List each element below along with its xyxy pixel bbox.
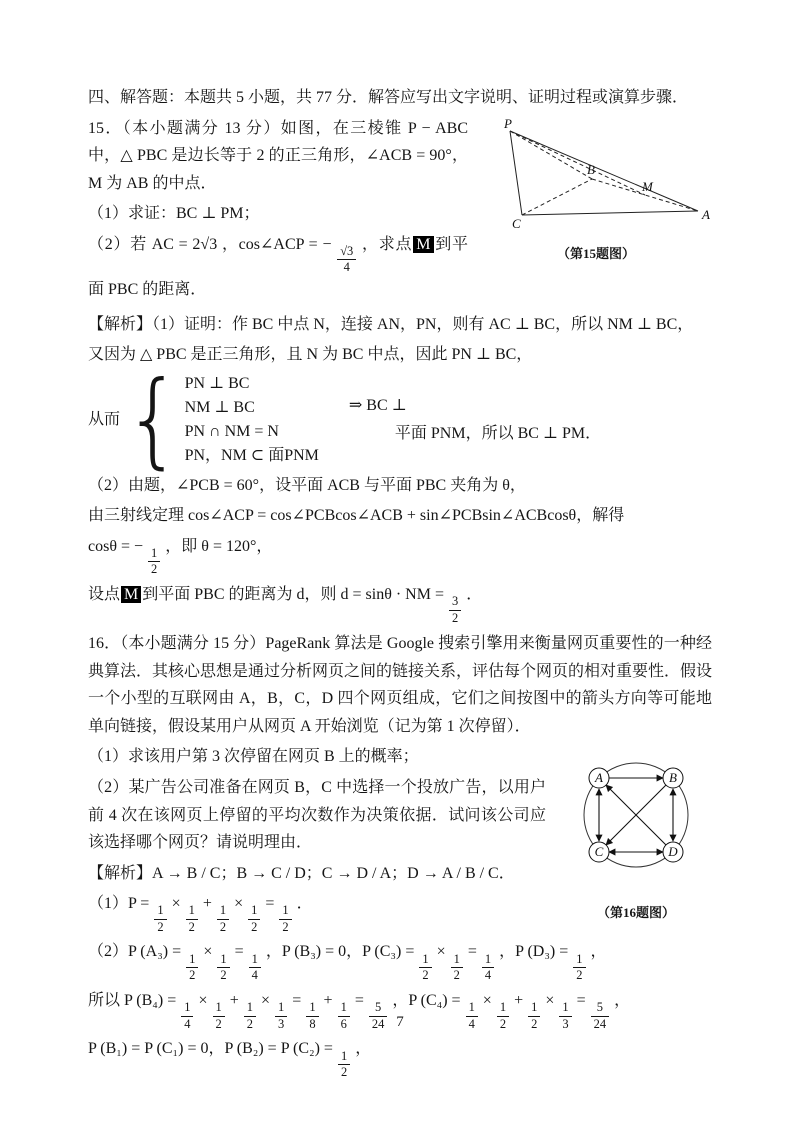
solution-16-line2: （2）P (A₃) = $\frac{1}{2}$ × $\frac{1}{2}$ = $\frac{1}{4}$ ，P (B₃) = 0，P (C₃) = $\frac{1}{2}$ × $\frac{1}{2}$ = $\frac{1}{4}$ ，P (D₃) = $\frac{1}{2}$ ， bbox=[88, 943, 607, 983]
redacted-m-badge: M bbox=[413, 236, 433, 253]
node-label-C: C bbox=[594, 844, 604, 860]
left-brace: { bbox=[124, 359, 183, 479]
node-label-B: B bbox=[669, 770, 677, 786]
solution-15-line6 bbox=[88, 581, 712, 626]
solution-16-line4: P (B₁) = P (C₁) = 0，P (B₂) = P (C₂) = $\frac{1}{2}$ ， bbox=[88, 1040, 372, 1080]
figure-15-diagram bbox=[480, 117, 712, 235]
figure-16 bbox=[560, 743, 712, 921]
solution-15-line6-pre: 设点 bbox=[88, 586, 121, 603]
solution-15-line1: 【解析】（1）证明：作 BC 中点 N，连接 AN，PN，则有 AC ⊥ BC，所以 NM ⊥ BC， bbox=[88, 315, 694, 333]
page-number: 7 bbox=[396, 1014, 404, 1031]
problem-15-q2-text-end: 到平面 PBC 的距离． bbox=[88, 235, 468, 298]
cases-lead-word: 从而 bbox=[88, 410, 121, 428]
problem-15-q2-text: （2）若 AC = 2√3 ，cos∠ACP = − $\frac{√3}{4}$ ，求点 bbox=[88, 235, 413, 275]
figure-16-diagram bbox=[560, 743, 712, 893]
node-label-D: D bbox=[668, 844, 678, 860]
node-label-A: A bbox=[595, 770, 603, 786]
problem-15-q1: （1）求证：BC ⊥ PM； bbox=[88, 205, 260, 223]
case-line: NM ⊥ BC bbox=[184, 398, 255, 416]
solution-15-line5: cosθ = − $\frac{1}{2}$ ，即 θ = 120°， bbox=[88, 537, 273, 577]
solution-16-line3: 所以 P (B₄) = $\frac{1}{4}$ × $\frac{1}{2}$ + $\frac{1}{2}$ × $\frac{1}{3}$ = $\frac{1}{8}$ + $\frac{1}{6}$ = $\frac{5}{24}$ ，P (C₄) = $\frac{1}{4}$ × $\frac{1}{2}$ + $\frac{1}{2}$ × $\frac{1}{3}$ = $\frac{5}{24}$ ， bbox=[88, 991, 631, 1031]
solution-16-links: 【解析】A → B / C；B → C / D；C → D / A；D → A / B / C． bbox=[88, 864, 515, 882]
problem-16-q1: （1）求该用户第 3 次停留在网页 B 上的概率； bbox=[88, 748, 419, 766]
figure-15 bbox=[480, 117, 712, 263]
figure-16-caption: （第16题图） bbox=[596, 905, 675, 920]
solution-15-cases bbox=[88, 359, 712, 479]
point-label-C: C bbox=[512, 215, 521, 231]
point-label-M: M bbox=[642, 178, 653, 194]
solution-15-line3: （2）由题，∠PCB = 60°，设平面 ACB 与平面 PBC 夹角为 θ， bbox=[88, 476, 526, 494]
section-header: 四、解答题：本题共 5 小题，共 77 分．解答应写出文字说明、证明过程或演算步骤． bbox=[88, 89, 689, 106]
solution-15-line2: 又因为 △ PBC 是正三角形，且 N 为 BC 中点，因此 PN ⊥ BC， bbox=[88, 346, 533, 364]
case-line: PN，NM ⊂ 面PNM bbox=[184, 446, 319, 464]
implies-line1: ⇒ BC ⊥ bbox=[348, 397, 407, 415]
point-label-P: P bbox=[504, 116, 512, 131]
solution-15 bbox=[88, 311, 712, 627]
solution-16-line1: （1）P = $\frac{1}{2}$ × $\frac{1}{2}$ + $\frac{1}{2}$ × $\frac{1}{2}$ = $\frac{1}{2}$ ． bbox=[88, 895, 313, 934]
case-line: PN ⊥ BC bbox=[184, 374, 250, 392]
case-line: PN ∩ NM = N bbox=[184, 422, 279, 440]
problem-15 bbox=[88, 115, 712, 307]
solution-15-line6-post: 到平面 PBC 的距离为 d，则 d = sinθ · NM = $\frac{3}{2}$ ． bbox=[142, 586, 483, 625]
point-label-A: A bbox=[702, 206, 710, 222]
problem-15-stem: 15．（本小题满分 13 分）如图，在三棱锥 P − ABC 中，△ PBC 是边长等于 2 的正三角形，∠ACB = 90°，M 为 AB 的中点． bbox=[88, 119, 468, 192]
solution-15-line4: 由三射线定理 cos∠ACP = cos∠PCBcos∠ACB + sin∠PCBsin∠ACBcosθ，解得 bbox=[88, 507, 625, 525]
implies-line2: 平面 PNM，所以 BC ⊥ PM． bbox=[394, 424, 602, 442]
figure-15-caption: （第15题图） bbox=[556, 246, 635, 262]
point-label-B: B bbox=[587, 161, 595, 177]
problem-16-stem: 16．（本小题满分 15 分）PageRank 算法是 Google 搜索引擎用来衡量网页重要性的一种经典算法．其核心思想是通过分析网页之间的链接关系，评估每个网页的相对重要性．假设一个小型的互联网由 A，B，C，D 四个网页组成，它们之间按图中的箭头方向等可能地单向链接，假设某用户从网页 A 开始浏览（记为第 1 次停留）． bbox=[88, 635, 713, 735]
redacted-m-badge: M bbox=[121, 586, 141, 603]
problem-16-q2: （2）某广告公司准备在网页 B，C 中选择一个投放广告，以用户前 4 次在该网页上停留的平均次数作为决策依据．试问该公司应该选择哪个网页？请说明理由． bbox=[88, 779, 546, 852]
